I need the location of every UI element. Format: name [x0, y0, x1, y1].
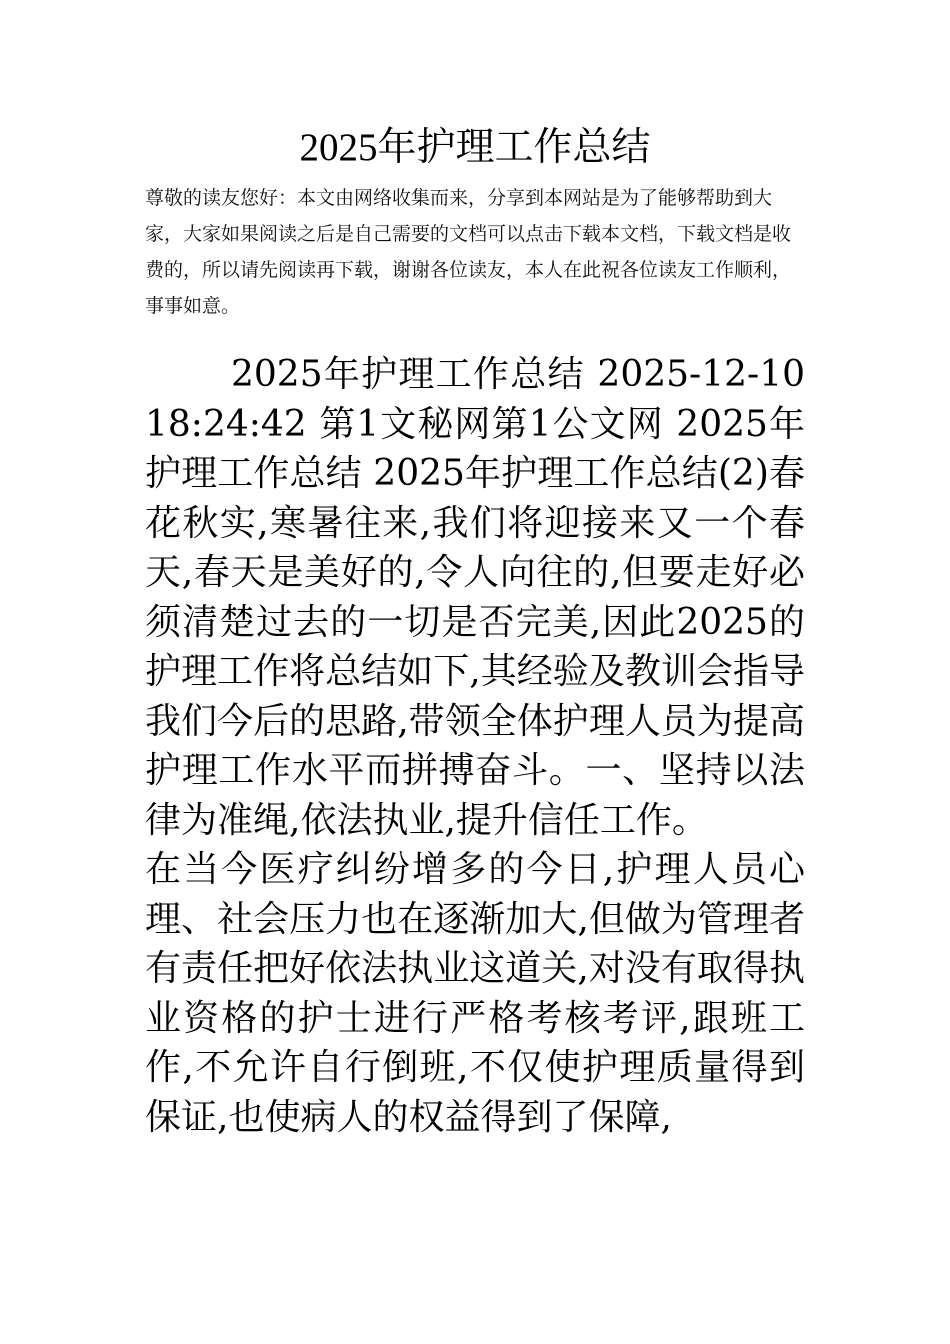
- download-notice: 尊敬的读友您好：本文由网络收集而来，分享到本网站是为了能够帮助到大家，大家如果阅读之后是自己需要的文档可以点击下载本文档，下载文档是收费的，所以请先阅读再下载，谢谢各位读友，本人在此祝各位读友工作顺利，事事如意。: [145, 187, 792, 317]
- body-paragraph-1: 2025年护理工作总结 2025-12-10 18:24:42 第1文秘网第1公文网 2025年护理工作总结 2025年护理工作总结(2)春花秋实,寒暑往来,我们将迎接来又一个春天,春天是美好的,令人向往的,但要走好必须清楚过去的一切是否完美,因此2025的护理工作将总结如下,其经验及教训会指导我们今后的思路,带领全体护理人员为提高护理工作水平而拼搏奋斗。一、坚持以法律为准绳,依法执业,提升信任工作。: [145, 354, 805, 841]
- body-paragraph-2: 在当今医疗纠纷增多的今日,护理人员心理、社会压力也在逐渐加大,但做为管理者有责任把好依法执业这道关,对没有取得执业资格的护士进行严格考核考评,跟班工作,不允许自行倒班,不仅使护理质量得到保证,也使病人的权益得到了保障,: [145, 849, 805, 1138]
- document-title: 2025年护理工作总结: [299, 126, 651, 169]
- document-body: [145, 350, 805, 1142]
